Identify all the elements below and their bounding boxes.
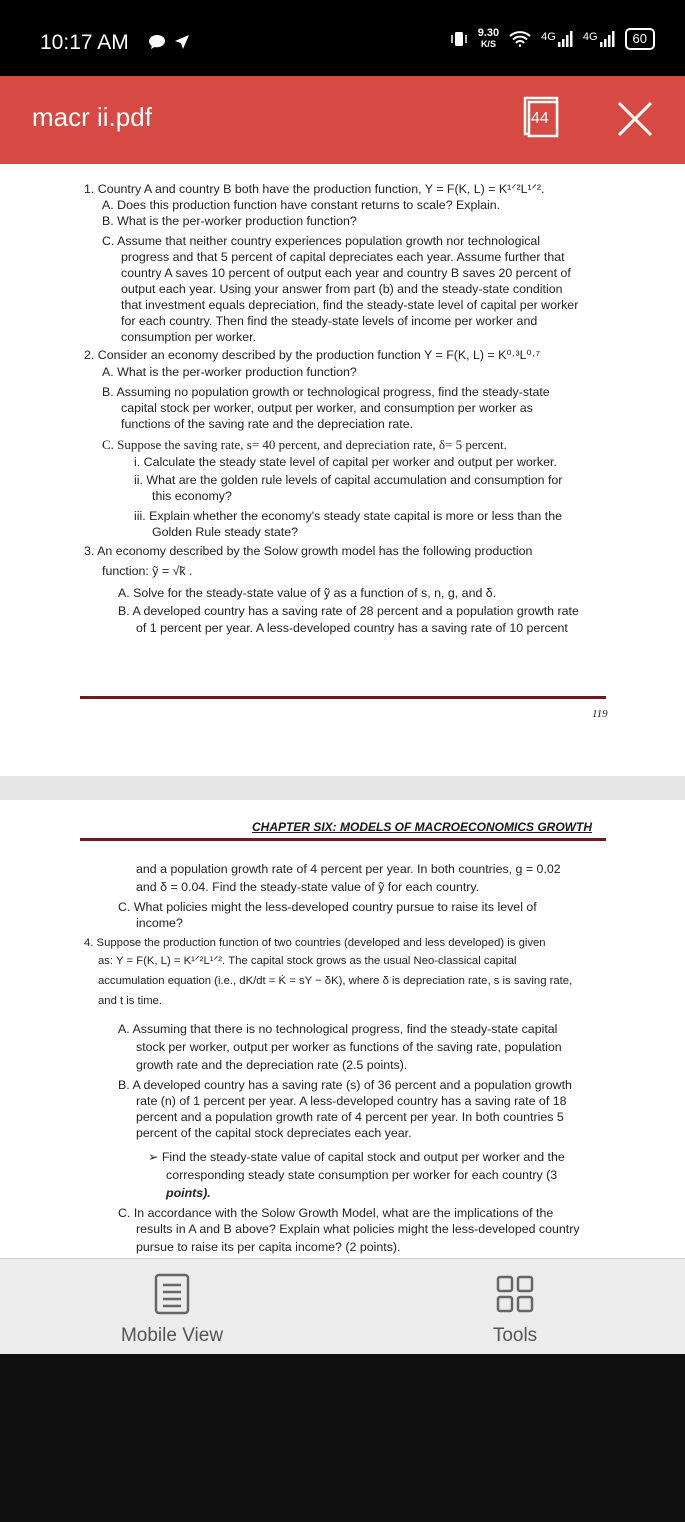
page1-line: B. What is the per-worker production function?: [102, 214, 357, 228]
bottom-toolbar: [0, 1258, 685, 1355]
page1-line: function: ỹ = √k̃ .: [102, 564, 193, 578]
network-type-1: 4G: [541, 31, 556, 43]
pdf-page-120: [0, 800, 685, 1258]
page1-line: i. Calculate the steady state level of capital per worker and output per worker.: [134, 455, 557, 469]
page1-line: B. Assuming no population growth or technological progress, find the steady-state: [102, 385, 550, 399]
page1-line: for each country. Then find the steady-state levels of income per worker and: [121, 314, 538, 328]
document-title: macr ii.pdf: [32, 102, 152, 132]
page2-line: C. In accordance with the Solow Growth Model, what are the implications of the: [118, 1206, 554, 1220]
page2-line: income?: [136, 916, 183, 930]
page2-line: C. What policies might the less-developed country pursue to raise its level of: [118, 900, 537, 914]
tools-label: Tools: [492, 1325, 538, 1346]
page2-line: A. Assuming that there is no technological progress, find the steady-state capital: [118, 1022, 558, 1036]
page2-line: stock per worker, output per worker as functions of the saving rate, population: [136, 1040, 562, 1054]
page2-line: percent and a population growth rate of 4 percent per year. In both countries 5: [136, 1110, 564, 1124]
battery-icon: 60: [625, 28, 655, 50]
chat-bubble-icon: [148, 34, 166, 50]
page1-line: functions of the saving rate and the depreciation rate.: [121, 417, 414, 431]
page1-line: 3. An economy described by the Solow growth model has the following production: [84, 544, 533, 558]
page2-line: and δ = 0.04. Find the steady-state value of ỹ for each country.: [136, 880, 480, 894]
page1-line: progress and that 5 percent of capital depreciates each year. Assume further that: [121, 250, 565, 264]
page2-line: B. A developed country has a saving rate (s) of 36 percent and a population growth: [118, 1078, 572, 1092]
status-time: 10:17 AM: [40, 31, 129, 54]
page-separator: [0, 776, 685, 800]
page1-line: Golden Rule steady state?: [152, 525, 299, 539]
page2-line: growth rate and the depreciation rate (2.5 points).: [136, 1058, 408, 1072]
tools-button[interactable]: [415, 1259, 615, 1355]
page1-line: A. Solve for the steady-state value of ỹ as a function of s, n, g, and δ.: [118, 586, 497, 600]
page1-line: A. What is the per-worker production function?: [102, 365, 357, 379]
network-type-2: 4G: [582, 31, 598, 43]
tools-grid-icon: [496, 1275, 534, 1313]
wifi-icon: [509, 31, 531, 47]
document-view-icon: [154, 1273, 190, 1315]
page2-line: rate (n) of 1 percent per year. A less-developed country has a saving rate of 18: [136, 1094, 567, 1108]
mobile-view-label: Mobile View: [120, 1325, 224, 1346]
vibrate-icon: [450, 31, 468, 47]
page1-line: iii. Explain whether the economy's steady state capital is more or less than the: [134, 509, 562, 523]
signal-icon: [599, 31, 615, 47]
page1-line: A. Does this production function have constant returns to scale? Explain.: [102, 198, 501, 212]
close-button[interactable]: [614, 98, 656, 140]
page2-line: 4. Suppose the production function of two countries (developed and less developed) is given: [84, 937, 546, 949]
page2-line: accumulation equation (i.e., dK/dt = K̇ = sY − δK), where δ is depreciation rate, s is saving rate,: [98, 975, 573, 987]
page2-line: results in A and B above? Explain what policies might the less-developed country: [136, 1222, 580, 1236]
navigation-icon: [174, 34, 190, 50]
page1-line: 1. Country A and country B both have the production function, Y = F(K, L) = K¹ᐟ²L¹ᐟ².: [84, 182, 545, 196]
page1-line: C. Suppose the saving rate, s= 40 percent, and depreciation rate, δ= 5 percent.: [102, 437, 507, 452]
page1-line: country A saves 10 percent of output each year and country B saves 20 percent of: [121, 266, 571, 280]
page1-line: this economy?: [152, 489, 232, 503]
page-count: 44: [531, 110, 549, 127]
page1-line: B. A developed country has a saving rate of 28 percent and a population growth rate: [118, 604, 579, 618]
mobile-view-button[interactable]: [72, 1259, 272, 1355]
empty-area: [0, 1354, 685, 1522]
close-icon: [614, 98, 656, 140]
page-footer-rule: [80, 696, 606, 699]
status-bar: [0, 0, 685, 76]
page1-line: capital stock per worker, output per worker, and consumption per worker as: [121, 401, 533, 415]
header-rule: [80, 838, 606, 841]
page2-line: and t is time.: [98, 995, 163, 1007]
page1-line: 2. Consider an economy described by the production function Y = F(K, L) = K⁰·³L⁰·⁷: [84, 348, 541, 362]
page2-line: percent of the capital stock depreciates each year.: [136, 1126, 412, 1140]
page2-line: and a population growth rate of 4 percent per year. In both countries, g = 0.02: [136, 862, 561, 876]
page2-line: points).: [166, 1186, 211, 1200]
speed-value: 9.30: [477, 27, 500, 39]
chapter-title: CHAPTER SIX: MODELS OF MACROECONOMICS GROWTH: [252, 820, 592, 834]
page-number: 119: [592, 708, 608, 720]
page1-line: output each year. Using your answer from part (b) and the steady-state condition: [121, 282, 563, 296]
signal-icon: [557, 31, 573, 47]
page1-line: that investment equals depreciation, find the steady-state level of capital per worker: [121, 298, 579, 312]
page1-line: ii. What are the golden rule levels of capital accumulation and consumption for: [134, 473, 563, 487]
page1-line: of 1 percent per year. A less-developed country has a saving rate of 10 percent: [136, 621, 568, 635]
page1-line: consumption per worker.: [121, 330, 256, 344]
page-count-button[interactable]: [521, 96, 561, 138]
app-bar: [0, 76, 685, 164]
page2-line: corresponding steady state consumption per worker for each country (3: [166, 1168, 558, 1182]
pdf-page-119: [0, 164, 685, 776]
page2-line: ➢ Find the steady-state value of capital stock and output per worker and the: [148, 1150, 565, 1164]
page2-line: pursue to raise its per capita income? (2 points).: [136, 1240, 401, 1254]
page1-line: C. Assume that neither country experiences population growth nor technological: [102, 234, 541, 248]
speed-unit: K/S: [480, 39, 496, 49]
page2-line: as: Y = F(K, L) = K¹ᐟ²L¹ᐟ². The capital stock grows as the usual Neo-classical capital: [98, 955, 517, 967]
